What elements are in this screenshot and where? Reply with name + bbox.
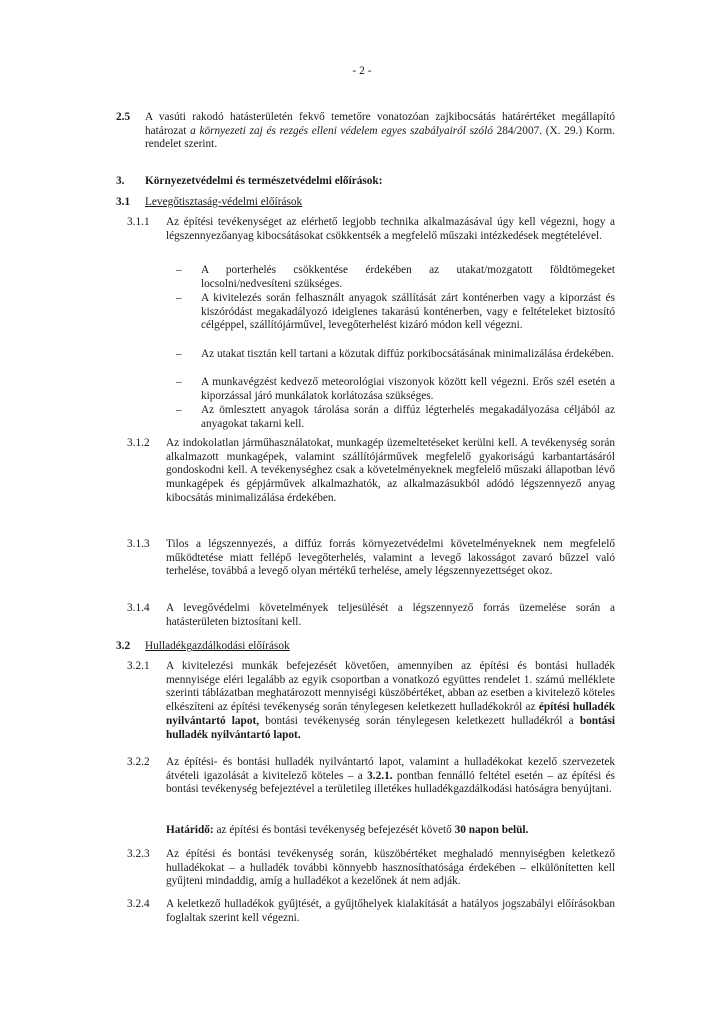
page-number: - 2 - (352, 65, 372, 77)
section-3-1-title: Levegőtisztaság-védelmi előírások (145, 196, 303, 208)
list-item: A kivitelezés során felhasznált anyagok szállítását zárt konténerben vagy a kiporzást és kiszóródást megakadályozó ideiglenes takarású konténerben, vagy e feltételeket biztosító célgéppel, szállítójárművel, levegőterhelést kizáró módon kell végezni. (201, 292, 615, 332)
deadline-text: az építési és bontási tevékenység befejezését követő (213, 824, 455, 836)
section-3-2-1-number: 3.2.1 (127, 660, 150, 672)
section-3-2-2-number: 3.2.2 (127, 756, 150, 768)
bullet-dash: – (176, 348, 182, 360)
deadline-label: Határidő: (166, 824, 214, 836)
section-3-2-3-number: 3.2.3 (127, 848, 150, 860)
section-3-2-4-text: A keletkező hulladékok gyűjtését, a gyűjtőhelyek kialakítását a hatályos jogszabályi előírásokban foglaltak szerint kell végezni. (166, 898, 615, 924)
section-3-1-4-number: 3.1.4 (127, 602, 150, 614)
section-3-2-2-text (166, 756, 615, 797)
section-3-1-2-number: 3.1.2 (127, 437, 150, 449)
section-3-2-2-text-a: Az építési- és bontási hulladék nyilvántartó lapot, valamint a hulladékokat kezelő szervezetek átvételi igazolását a kivitelező köteles – a (166, 756, 615, 782)
bullet-dash: – (176, 264, 182, 276)
section-3-2-title: Hulladékgazdálkodási előírások (145, 640, 290, 652)
list-item: Az utakat tisztán kell tartani a közutak diffúz porkibocsátásának minimalizálása érdekében. (201, 348, 614, 360)
deadline-bold: 30 napon belül. (454, 824, 529, 836)
section-3-2-1-bold-b: bontási hulladék nyilvántartó lapot. (166, 714, 615, 741)
bullet-dash: – (176, 404, 182, 416)
section-3-1-2-text: Az indokolatlan járműhasználatokat, munkagép üzemeltetéseket kerülni kell. A tevékenység során alkalmazott munkagépek, valamint szállítójárművek megfelelő gyakoriságú karbantartásáról gondoskodni kell. A tevékenységhez csak a követelményeknek megfelelő műszaki állapotban lévő munkagépek és gépjárművek alkalmazhatók, az alkalmazásukból adódó légszennyező anyag kibocsátás minimalizálása érdekében. (166, 437, 615, 504)
section-3-2-4-number: 3.2.4 (127, 898, 150, 910)
section-3-1-1-number: 3.1.1 (127, 216, 150, 228)
section-3-1-3-text: Tilos a légszennyezés, a diffúz forrás környezetvédelmi követelményeknek nem megfelelő működtetése miatt fellépő levegőterhelés, valamint a levegő lakosságot zavaró bűzzel való terhelése, továbbá a levegő olyan mértékű terhelése, amely légszennyezettséget okoz. (166, 538, 615, 578)
section-3-2-1-text-a: A kivitelezési munkák befejezését követően, amennyiben az építési és bontási hulladék mennyisége eléri legalább az egyik csoportban a vonatkozó együttes rendelet 1. számú melléklete szerinti táblázatban meghatározott mennyiségi küszöbértéket, abban az esetben a kivitelező köteles elkészíteni az építési tevékenység során ténylegesen keletkezett hulladékokról az (166, 660, 615, 714)
section-2-5-text-italic: a környezeti zaj és rezgés elleni védelem egyes szabályairól szóló (190, 124, 493, 137)
section-3-2-1-text-b: bontási tevékenység során ténylegesen keletkezett hulladékról a (259, 714, 580, 727)
list-item: Az ömlesztett anyagok tárolása során a diffúz légterhelés megakadályozása céljából az anyagokat takarni kell. (201, 404, 615, 430)
section-2-5-text-a: A vasúti rakodó hatásterületén fekvő temetőre vonatozóan zajkibocsátás határértéket megállapító határozat (145, 111, 615, 137)
bullet-dash: – (176, 292, 182, 304)
section-3-title: Környezetvédelmi és természetvédelmi előírások: (145, 175, 383, 187)
section-3-2-2-text-b: pontban fennálló feltétel esetén – az építési és bontási tevékenység befejeztével a területileg illetékes hulladékgazdálkodási hatóságra benyújtani. (166, 769, 615, 796)
bullet-dash: – (176, 376, 182, 388)
section-3-1-number: 3.1 (116, 196, 131, 208)
section-3-number: 3. (116, 175, 125, 187)
section-3-1-1-text: Az építési tevékenységet az elérhető legjobb technika alkalmazásával úgy kell végezni, hogy a légszennyezőanyag kibocsátásokat csökkentsék a megfelelő műszaki intézkedések megtételével. (166, 216, 615, 242)
section-3-2-1-text (166, 660, 615, 742)
section-3-2-2-deadline (166, 824, 615, 838)
section-3-2-1-bold-a: építési hulladék nyilvántartó lapot, (166, 701, 615, 727)
section-3-1-3-number: 3.1.3 (127, 538, 150, 550)
section-3-2-2-bold-a: 3.2.1. (367, 769, 393, 782)
section-3-2-number: 3.2 (116, 640, 131, 652)
section-3-1-4-text: A levegővédelmi követelmények teljesülését a légszennyező forrás üzemelése során a hatásterületen biztosítani kell. (166, 602, 615, 628)
list-item: A munkavégzést kedvező meteorológiai viszonyok között kell végezni. Erős szél esetén a kiporzással járó munkálatok korlátozása szükséges. (201, 376, 615, 402)
section-2-5-number: 2.5 (116, 111, 131, 123)
section-2-5-text-b: 284/2007. (X. 29.) Korm. rendelet szerint. (145, 124, 615, 151)
section-2-5-text (145, 111, 615, 152)
list-item: A porterhelés csökkentése érdekében az utakat/mozgatott földtömegeket locsolni/nedvesíteni szükséges. (201, 264, 615, 290)
section-3-2-3-text: Az építési és bontási tevékenység során, küszöbértéket meghaladó mennyiségben keletkező hulladékokat – a hulladék további könnyebb hasznosíthatósága érdekében – elkülönítetten kell gyűjteni mindaddig, amíg a hulladékot a kezelőnek át nem adják. (166, 848, 615, 888)
